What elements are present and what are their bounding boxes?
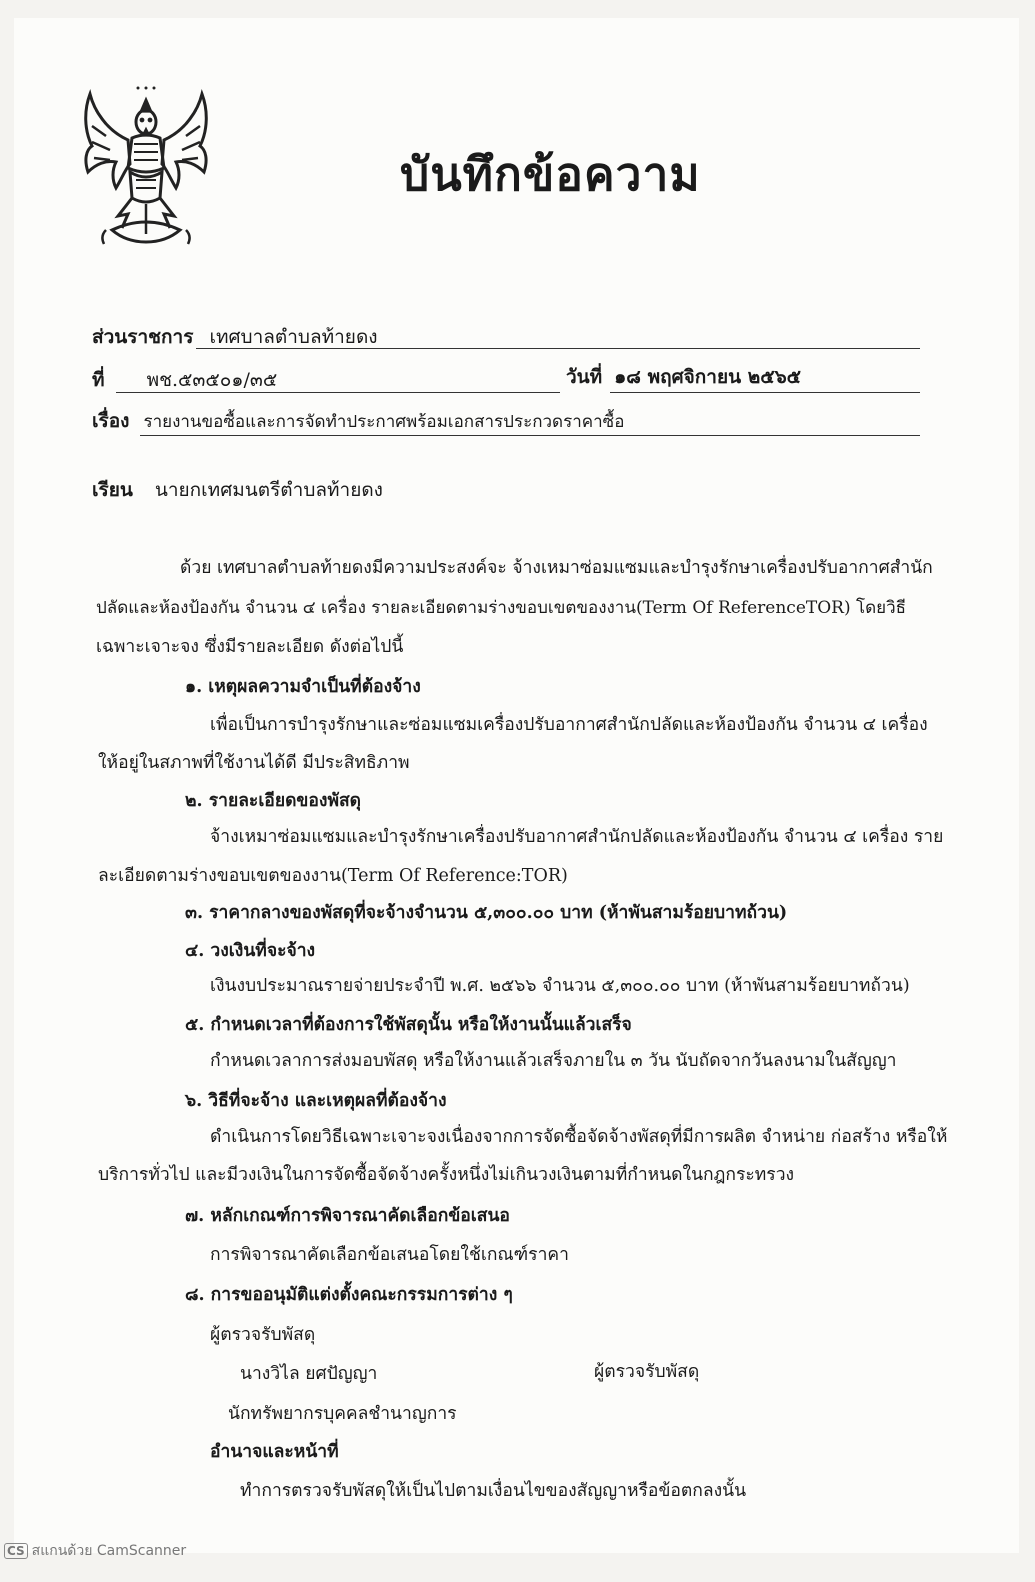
section-8-title: ๘. การขออนุมัติแต่งตั้งคณะกรรมการต่าง ๆ: [185, 1285, 513, 1305]
intro-line-2: ปลัดและห้องป้องกัน จำนวน ๔ เครื่อง รายละเอียดตามร่างขอบเขตของงาน(Term Of ReferenceTOR) โดยวิธี: [96, 598, 907, 618]
date-row: [566, 362, 801, 392]
camscanner-text: สแกนด้วย CamScanner: [31, 1543, 187, 1559]
camscanner-badge: CS: [4, 1543, 28, 1559]
section-6-line-1: ดำเนินการโดยวิธีเฉพาะเจาะจงเนื่องจากการจัดซื้อจัดจ้างพัสดุที่มีการผลิต จำหน่าย ก่อสร้าง หรือให้: [210, 1127, 948, 1147]
subject-underline: [140, 435, 920, 436]
intro-line-3: เฉพาะเจาะจง ซึ่งมีรายละเอียด ดังต่อไปนี้: [96, 637, 404, 657]
to-row: [92, 475, 383, 505]
camscanner-watermark: [4, 1540, 186, 1562]
agency-underline: [196, 348, 920, 349]
ref-value: พช.๕๓๕๐๑/๓๕: [146, 369, 278, 391]
subject-row: [92, 406, 624, 436]
agency-value: เทศบาลตำบลท้ายดง: [209, 326, 378, 348]
section-2-title: ๒. รายละเอียดของพัสดุ: [185, 791, 362, 811]
to-label: เรียน: [92, 479, 133, 501]
section-2-line-2: ละเอียดตามร่างขอบเขตของงาน(Term Of Reference:TOR): [98, 866, 568, 886]
memo-title: บันทึกข้อความ: [400, 147, 701, 201]
intro-line-1: ด้วย เทศบาลตำบลท้ายดงมีความประสงค์จะ จ้างเหมาซ่อมแซมและบำรุงรักษาเครื่องปรับอากาศสำนัก: [180, 558, 933, 578]
section-8-duties-heading: อำนาจและหน้าที่: [210, 1442, 339, 1462]
section-6-title: ๖. วิธีที่จะจ้าง และเหตุผลที่ต้องจ้าง: [185, 1091, 447, 1111]
section-7-title: ๗. หลักเกณฑ์การพิจารณาคัดเลือกข้อเสนอ: [185, 1206, 510, 1226]
ref-underline: [116, 392, 560, 393]
section-8-inspector-heading: ผู้ตรวจรับพัสดุ: [210, 1325, 316, 1345]
section-1-line-1: เพื่อเป็นการบำรุงรักษาและซ่อมแซมเครื่องปรับอากาศสำนักปลัดและห้องป้องกัน จำนวน ๔ เครื่อง: [210, 715, 928, 735]
section-8-inspector-position: นักทรัพยากรบุคคลชำนาญการ: [228, 1404, 457, 1424]
date-value: ๑๘ พฤศจิกายน ๒๕๖๕: [614, 366, 802, 388]
date-label: วันที่: [566, 366, 603, 388]
subject-label: เรื่อง: [92, 410, 130, 432]
agency-label: ส่วนราชการ: [92, 326, 194, 348]
section-1-title: ๑. เหตุผลความจำเป็นที่ต้องจ้าง: [185, 677, 421, 697]
section-8-inspector-role: ผู้ตรวจรับพัสดุ: [594, 1362, 700, 1382]
section-6-line-2: บริการทั่วไป และมีวงเงินในการจัดซื้อจัดจ้างครั้งหนึ่งไม่เกินวงเงินตามที่กำหนดในกฎกระทรวง: [98, 1165, 795, 1185]
ref-label: ที่: [92, 369, 105, 391]
section-5-line-1: กำหนดเวลาการส่งมอบพัสดุ หรือให้งานแล้วเสร็จภายใน ๓ วัน นับถัดจากวันลงนามในสัญญา: [210, 1051, 897, 1071]
section-1-line-2: ให้อยู่ในสภาพที่ใช้งานได้ดี มีประสิทธิภาพ: [98, 753, 410, 773]
section-4-title: ๔. วงเงินที่จะจ้าง: [185, 941, 316, 961]
ref-row: [92, 365, 277, 395]
subject-value: รายงานขอซื้อและการจัดทำประกาศพร้อมเอกสารประกวดราคาซื้อ: [143, 412, 625, 432]
section-3-title: ๓. ราคากลางของพัสดุที่จะจ้างจำนวน ๕,๓๐๐.๐๐ บาท (ห้าพันสามร้อยบาทถ้วน): [185, 903, 788, 923]
garuda-emblem-icon: [76, 80, 216, 260]
date-underline: [610, 392, 920, 393]
section-5-title: ๕. กำหนดเวลาที่ต้องการใช้พัสดุนั้น หรือให้งานนั้นแล้วเสร็จ: [185, 1015, 632, 1035]
section-7-line-1: การพิจารณาคัดเลือกข้อเสนอโดยใช้เกณฑ์ราคา: [210, 1245, 569, 1265]
to-value: นายกเทศมนตรีตำบลท้ายดง: [154, 479, 383, 501]
section-2-line-1: จ้างเหมาซ่อมแซมและบำรุงรักษาเครื่องปรับอากาศสำนักปลัดและห้องป้องกัน จำนวน ๔ เครื่อง ราย: [210, 827, 944, 847]
section-8-duties-text: ทำการตรวจรับพัสดุให้เป็นไปตามเงื่อนไขของสัญญาหรือข้อตกลงนั้น: [240, 1481, 747, 1501]
section-4-line-1: เงินงบประมาณรายจ่ายประจำปี พ.ศ. ๒๕๖๖ จำนวน ๕,๓๐๐.๐๐ บาท (ห้าพันสามร้อยบาทถ้วน): [210, 976, 910, 996]
section-8-inspector-name: นางวิไล ยศปัญญา: [240, 1364, 378, 1384]
